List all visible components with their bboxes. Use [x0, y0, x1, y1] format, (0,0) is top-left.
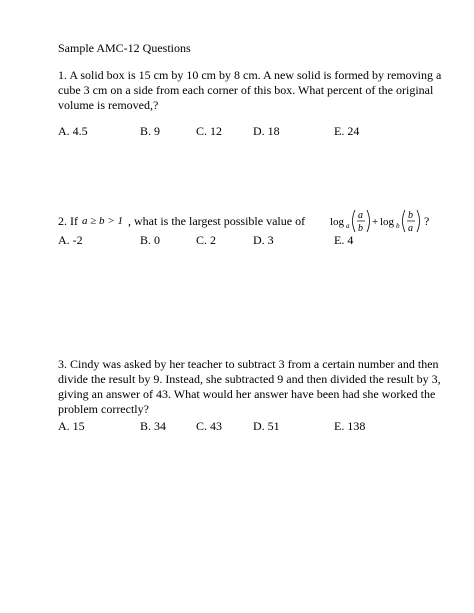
question-3-text: [58, 357, 441, 417]
question-3-line: giving an answer of 43. What would her answer have been had she worked the: [58, 387, 436, 401]
fraction-numerator: a: [358, 210, 363, 221]
answer-choice-a: A. -2: [58, 233, 83, 247]
right-paren: [367, 210, 370, 232]
question-1-answers: [58, 124, 418, 139]
answer-choice-a: A. 15: [58, 419, 85, 433]
log-expression: [330, 207, 434, 235]
question-mark: ?: [424, 214, 430, 228]
question-3-line: divide the result by 9. Instead, she subtracted 9 and then divided the result by 3,: [58, 372, 441, 386]
answer-choice-b: B. 34: [140, 419, 167, 433]
left-paren: [403, 210, 406, 232]
question-1-line: volume is removed,?: [58, 98, 159, 112]
left-paren: [353, 210, 356, 232]
log-base: b: [396, 222, 400, 230]
log-base: a: [346, 222, 350, 230]
answer-choice-b: B. 9: [140, 124, 161, 138]
answer-choice-a: A. 4.5: [58, 124, 88, 138]
log-operator: log: [380, 216, 395, 228]
question-2-answers: [58, 233, 418, 248]
answer-choice-d: D. 3: [253, 233, 274, 247]
question-2-condition: a ≥ b > 1: [82, 215, 123, 227]
log-operator: log: [330, 216, 345, 228]
question-1-line: 1. A solid box is 15 cm by 10 cm by 8 cm. A new solid is formed by removing a: [58, 68, 442, 82]
question-2-prefix: 2. If: [58, 214, 78, 228]
document-title: Sample AMC-12 Questions: [58, 41, 191, 55]
answer-choice-e: E. 138: [334, 419, 366, 433]
fraction-numerator: b: [408, 210, 413, 221]
fraction-denominator: a: [408, 223, 413, 234]
answer-choice-d: D. 18: [253, 124, 280, 138]
answer-choice-c: C. 43: [196, 419, 223, 433]
question-3-answers: [58, 419, 418, 434]
question-3-line: problem correctly?: [58, 402, 149, 416]
right-paren: [417, 210, 420, 232]
question-1-text: [58, 68, 442, 113]
question-1-line: cube 3 cm on a side from each corner of this box. What percent of the original: [58, 83, 434, 97]
answer-choice-c: C. 2: [196, 233, 217, 247]
answer-choice-d: D. 51: [253, 419, 280, 433]
plus-sign: +: [372, 216, 379, 228]
fraction-denominator: b: [358, 223, 363, 234]
answer-choice-b: B. 0: [140, 233, 161, 247]
answer-choice-e: E. 4: [334, 233, 354, 247]
question-2-middle: , what is the largest possible value of: [128, 214, 306, 228]
question-3-line: 3. Cindy was asked by her teacher to subtract 3 from a certain number and then: [58, 357, 439, 371]
answer-choice-c: C. 12: [196, 124, 223, 138]
answer-choice-e: E. 24: [334, 124, 360, 138]
